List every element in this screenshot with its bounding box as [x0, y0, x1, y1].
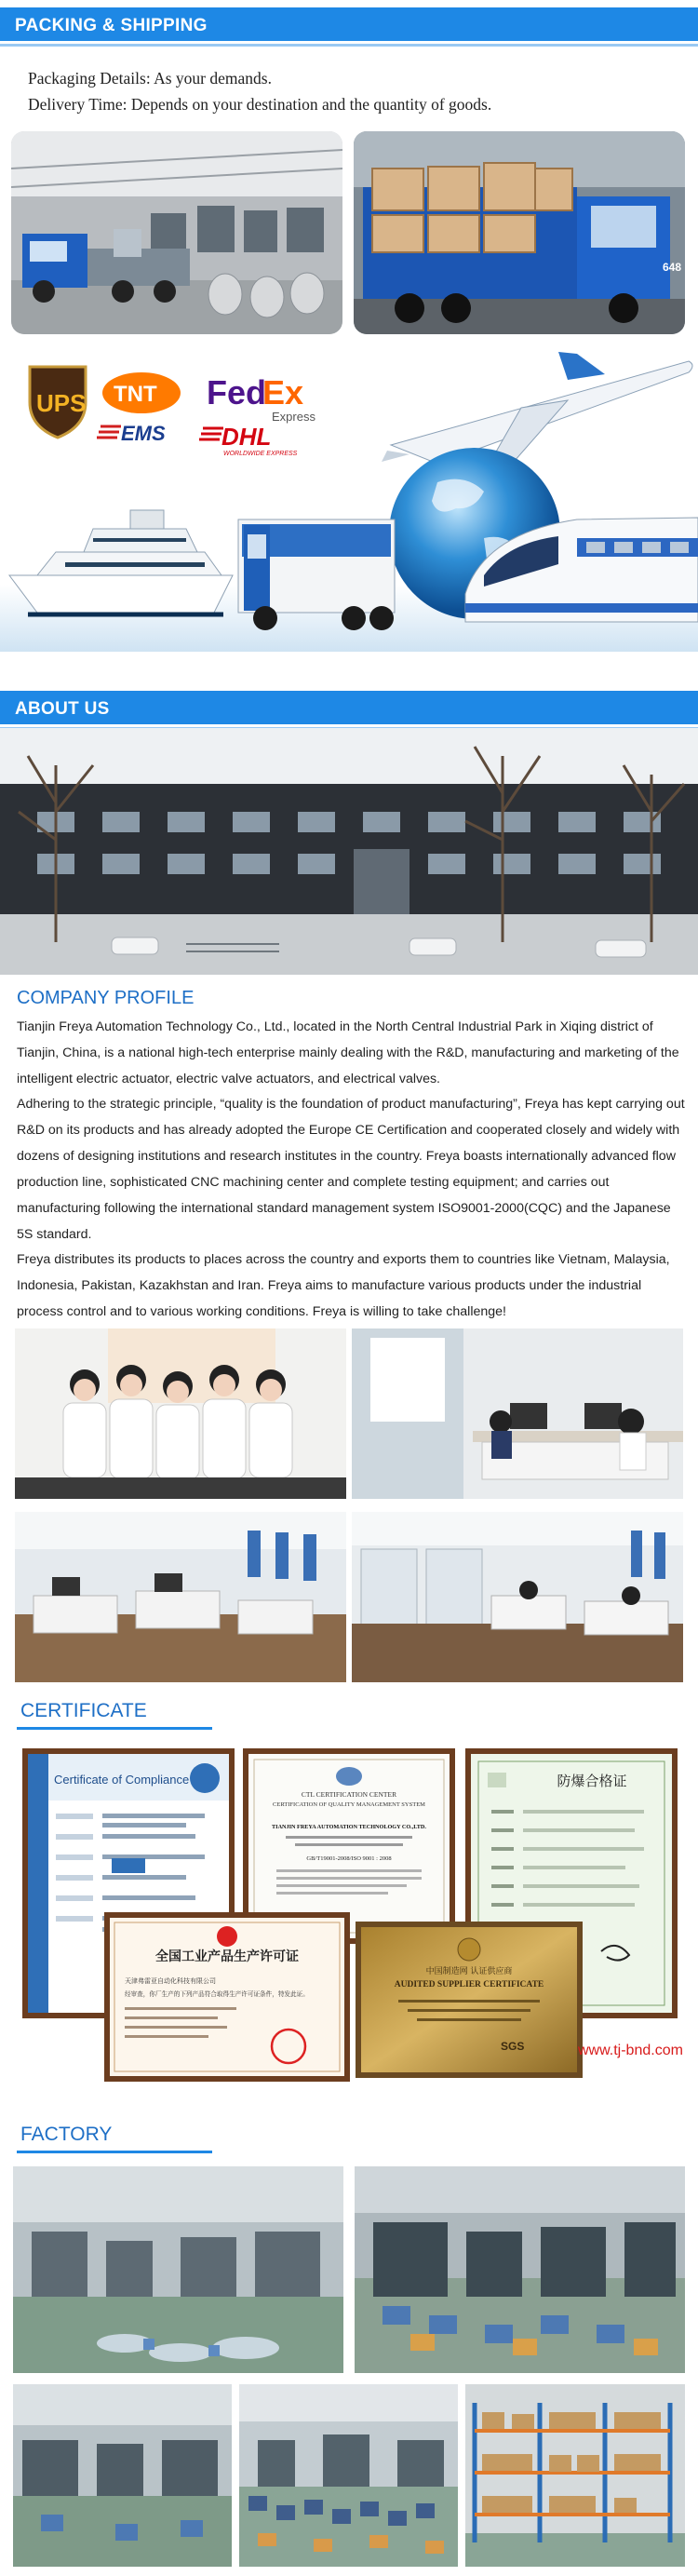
svg-text:SGS: SGS — [501, 2040, 525, 2053]
svg-text:DHL: DHL — [221, 423, 272, 451]
svg-text:TNT: TNT — [114, 382, 157, 407]
packing-photo-truck-crates — [354, 131, 685, 334]
svg-text:WORLDWIDE EXPRESS: WORLDWIDE EXPRESS — [223, 451, 298, 457]
svg-text:EMS: EMS — [121, 422, 166, 445]
truck-plate: 648 — [663, 261, 682, 274]
packaging-details: Packaging Details: As your demands. — [28, 69, 272, 88]
packing-header-bar — [0, 7, 698, 41]
website-watermark: www.tj-bnd.com — [578, 2043, 683, 2058]
svg-text:UPS: UPS — [36, 389, 87, 417]
certificate-underline — [17, 1727, 212, 1730]
svg-text:中国制造网 认证供应商: 中国制造网 认证供应商 — [425, 1967, 513, 1976]
office-photo-3 — [352, 1512, 683, 1682]
svg-text:天津弗雷亚自动化科技有限公司: 天津弗雷亚自动化科技有限公司 — [125, 1977, 216, 1985]
svg-text:Certificate of Compliance: Certificate of Compliance — [54, 1773, 190, 1787]
factory-underline — [17, 2151, 212, 2153]
company-building-photo — [0, 728, 698, 975]
about-header-bar — [0, 691, 698, 724]
svg-text:Ex: Ex — [262, 373, 304, 411]
about-header: ABOUT US — [15, 699, 110, 719]
profile-paragraph-1: Tianjin Freya Automation Technology Co., Ltd., located in the North Central Industrial Park in Xiqing district of Tianjin, China, is a national high-tech enterprise mainly dealing with the R&D, manufacturing and marketing of the intelligent electric actuator, electric valve actuators, and electrical valves. — [17, 1019, 679, 1086]
svg-text:防爆合格证: 防爆合格证 — [557, 1773, 627, 1789]
svg-text:GB/T19001-2008/ISO 9001 : 2008: GB/T19001-2008/ISO 9001 : 2008 — [306, 1855, 392, 1862]
svg-text:TIANJIN FREYA AUTOMATION TECHN: TIANJIN FREYA AUTOMATION TECHNOLOGY CO.,LTD. — [272, 1824, 426, 1830]
company-profile-title: COMPANY PROFILE — [17, 988, 195, 1008]
packing-photo-truck-drums — [11, 131, 342, 334]
svg-text:Express: Express — [272, 410, 315, 424]
production-license-certificate — [104, 1912, 350, 2082]
factory-photo-workshop-2 — [355, 2166, 685, 2373]
office-photo-1 — [352, 1328, 683, 1499]
svg-text:Fed: Fed — [207, 373, 267, 411]
shipping-logistics-banner — [0, 343, 698, 652]
factory-photo-warehouse-shelves — [465, 2384, 685, 2567]
svg-text:AUDITED SUPPLIER CERTIFICATE: AUDITED SUPPLIER CERTIFICATE — [394, 1980, 544, 1989]
factory-photo-inventory — [239, 2384, 458, 2567]
factory-photo-workshop-1 — [13, 2166, 343, 2373]
svg-text:经审查，你厂生产的下列产品符合取得生产许可证条件，特发此证。: 经审查，你厂生产的下列产品符合取得生产许可证条件，特发此证。 — [125, 1990, 309, 1998]
company-profile-text — [17, 1015, 689, 1326]
factory-photo-assembly — [13, 2384, 232, 2567]
svg-text:CTL CERTIFICATION CENTER: CTL CERTIFICATION CENTER — [301, 1790, 397, 1799]
profile-paragraph-2: Adhering to the strategic principle, “quality is the foundation of product manufacturing”, Freya has kept carrying out R&D on its products and has already adopted the Europe CE Certification and cooperated closely and widely with dozens of designing institutions and research institutes in the country. Freya boasts internationally advanced flow production line, sophisticated CNC machining center and complete testing equipment; and carries out manufacturing following the international standard management system ISO9001-2000(CQC) and the Japanese 5S standard. — [17, 1097, 685, 1242]
factory-title: FACTORY — [20, 2124, 113, 2145]
team-photo — [15, 1328, 346, 1499]
svg-text:CERTIFICATION OF QUALITY MANAG: CERTIFICATION OF QUALITY MANAGEMENT SYSTEM — [273, 1801, 425, 1808]
svg-text:全国工业产品生产许可证: 全国工业产品生产许可证 — [155, 1949, 299, 1964]
packing-header: PACKING & SHIPPING — [15, 16, 208, 35]
profile-paragraph-3: Freya distributes its products to places across the country and exports them to countries like Vietnam, Malaysia, Indonesia, Pakistan, Kazakhstan and Iran. Freya aims to manufacture various products under the industrial process control and to various working conditions. Freya is willing to take challenge! — [17, 1252, 670, 1320]
certificate-gallery — [15, 1737, 683, 2072]
office-photo-2 — [15, 1512, 346, 1682]
certificate-title: CERTIFICATE — [20, 1700, 147, 1721]
delivery-time: Delivery Time: Depends on your destination and the quantity of goods. — [28, 95, 492, 114]
audited-supplier-certificate — [356, 1922, 583, 2078]
